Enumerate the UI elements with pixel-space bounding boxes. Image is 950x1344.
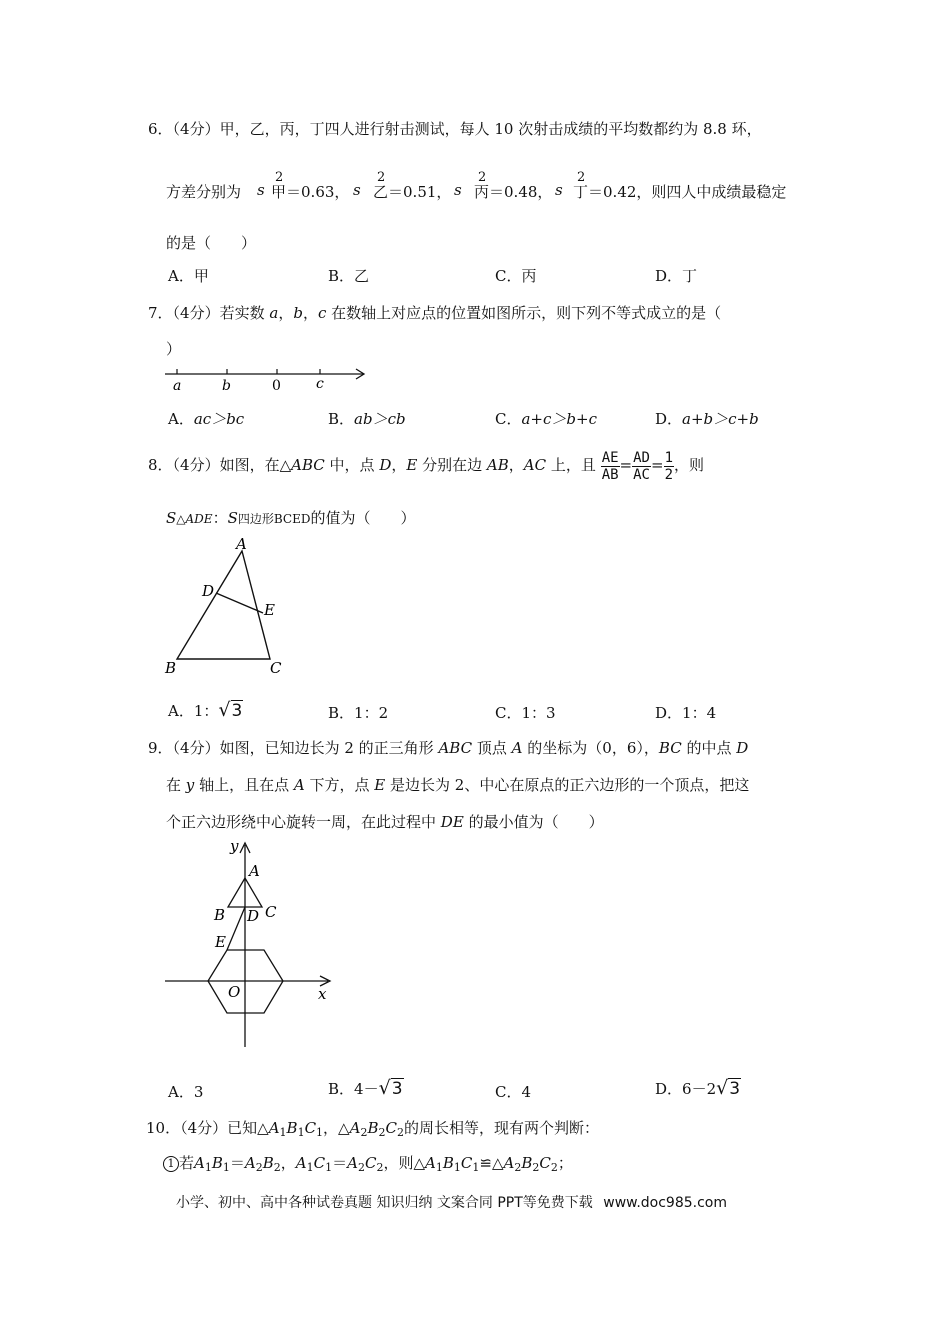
fraction-ae-ab: $\frac{AE}{AB}$ <box>601 449 619 483</box>
number-line-figure <box>160 362 375 396</box>
label-a: a <box>173 378 182 394</box>
q6-sup1: 2 <box>275 170 284 185</box>
q9-option-d: D．6－2√3 <box>655 1077 741 1099</box>
q6-line1 <box>148 118 762 139</box>
q9-option-b: B．4－√3 <box>328 1077 403 1099</box>
sqrt-symbol: √3 <box>716 1077 741 1099</box>
q6-line3: 的是（ ） <box>166 234 257 252</box>
label-B: B <box>165 659 177 677</box>
q6-sup2: 2 <box>377 170 386 185</box>
q6-score: （4分） <box>172 120 220 138</box>
q6-s4: s <box>555 181 563 199</box>
q10-item1: 1 若$A_1B_1=A_2B_2$，$A_1C_1=A_2C_2$，则$\triangle A_1B_1C_1≌\triangle A_2B_2C_2$； <box>163 1152 573 1174</box>
label-D: D <box>247 907 260 925</box>
label-E: E <box>264 601 275 619</box>
label-B: B <box>214 906 226 924</box>
q9-line1: 9．（4分）如图，已知边长为 2 的正三角形 ABC 顶点 A 的坐标为（0，6），BC 的中点 D <box>148 739 749 757</box>
label-C: C <box>265 903 277 921</box>
label-A: A <box>249 862 260 880</box>
fraction-one-half: $\frac{1}{2}$ <box>664 449 673 483</box>
q6-v1: 甲＝0.63， <box>271 183 350 201</box>
label-b: b <box>222 378 231 394</box>
q8-option-d: D．1：4 <box>655 704 717 722</box>
q6-option-c: C．丙 <box>495 267 537 285</box>
hexagon-figure <box>160 835 340 1050</box>
triangle-abc <box>177 551 270 659</box>
label-C: C <box>270 659 282 677</box>
label-x: x <box>318 985 327 1003</box>
q8-option-b: B．1：2 <box>328 704 389 722</box>
footer-text: 小学、初中、高中各种试卷真题 知识归纳 文案合同 PPT等免费下载 <box>176 1195 593 1211</box>
label-O: O <box>228 983 241 1001</box>
q7-line1: 7．（4分）若实数 a，b，c 在数轴上对应点的位置如图所示，则下列不等式成立的是（ <box>148 304 722 322</box>
q7-option-a: A．ac＞bc <box>168 410 245 428</box>
label-y: y <box>230 837 239 855</box>
q6-v4: 丁＝0.42，则四人中成绩最稳定 <box>573 183 787 201</box>
label-D: D <box>202 582 215 600</box>
q7-option-d: D．a+b＞c+b <box>655 410 759 428</box>
q7-line2: ） <box>166 340 182 358</box>
label-E: E <box>215 933 226 951</box>
segment-de <box>227 907 245 950</box>
triangle-figure <box>160 533 300 681</box>
fraction-ad-ac: $\frac{AD}{AC}$ <box>633 449 650 483</box>
label-c: c <box>316 376 324 392</box>
q9-line2: 在 y 轴上，且在点 A 下方，点 E 是边长为 2、中心在原点的正六边形的一个顶点，把这 <box>166 776 750 794</box>
q6-sup4: 2 <box>577 170 586 185</box>
q6-option-b: B．乙 <box>328 267 370 285</box>
label-0: 0 <box>272 378 281 394</box>
q6-option-d: D．丁 <box>655 267 698 285</box>
label-A: A <box>236 535 247 553</box>
page-footer <box>176 1192 727 1212</box>
q6-s3: s <box>454 181 462 199</box>
sqrt-symbol: √3 <box>218 699 243 721</box>
q8-line2: S△ADE：S四边形BCED的值为（ ） <box>166 509 416 527</box>
q9-option-a: A．3 <box>168 1083 204 1101</box>
q6-number: 6． <box>148 120 173 138</box>
circled-number-1: 1 <box>163 1156 179 1172</box>
q9-line3: 个正六边形绕中心旋转一周，在此过程中 DE 的最小值为（ ） <box>166 813 604 831</box>
q6-s1: s <box>257 181 265 199</box>
q6-line2: 方差分别为 <box>166 183 242 201</box>
q6-v2: 乙＝0.51， <box>373 183 452 201</box>
q6-sup3: 2 <box>478 170 487 185</box>
q8-option-a: A．1：√3 <box>168 699 243 721</box>
q7-option-b: B．ab＞cb <box>328 410 406 428</box>
sqrt-symbol: √3 <box>378 1077 403 1099</box>
q6-s2: s <box>353 181 361 199</box>
footer-link[interactable]: www.doc985.com <box>603 1195 727 1211</box>
q6-v3: 丙＝0.48， <box>474 183 553 201</box>
q7-option-c: C．a+c＞b+c <box>495 410 597 428</box>
q8-option-c: C．1：3 <box>495 704 556 722</box>
q8-line1: 8．（4分）如图，在△ABC 中，点 D，E 分别在边 AB，AC 上，且 $\frac{AE}{AB}$ = $\frac{AD}{AC}$ = $\frac{1}{2}$ ，则 <box>148 449 705 483</box>
q9-option-c: C．4 <box>495 1083 532 1101</box>
q6-option-a: A．甲 <box>168 267 209 285</box>
q10-line1: 10．（4分）已知$\triangle A_1B_1C_1$，$\triangle A_2B_2C_2$的周长相等，现有两个判断： <box>146 1119 599 1139</box>
q6-text: 甲，乙，丙，丁四人进行射击测试，每人 10 次射击成绩的平均数都约为 8.8 环， <box>219 120 762 138</box>
